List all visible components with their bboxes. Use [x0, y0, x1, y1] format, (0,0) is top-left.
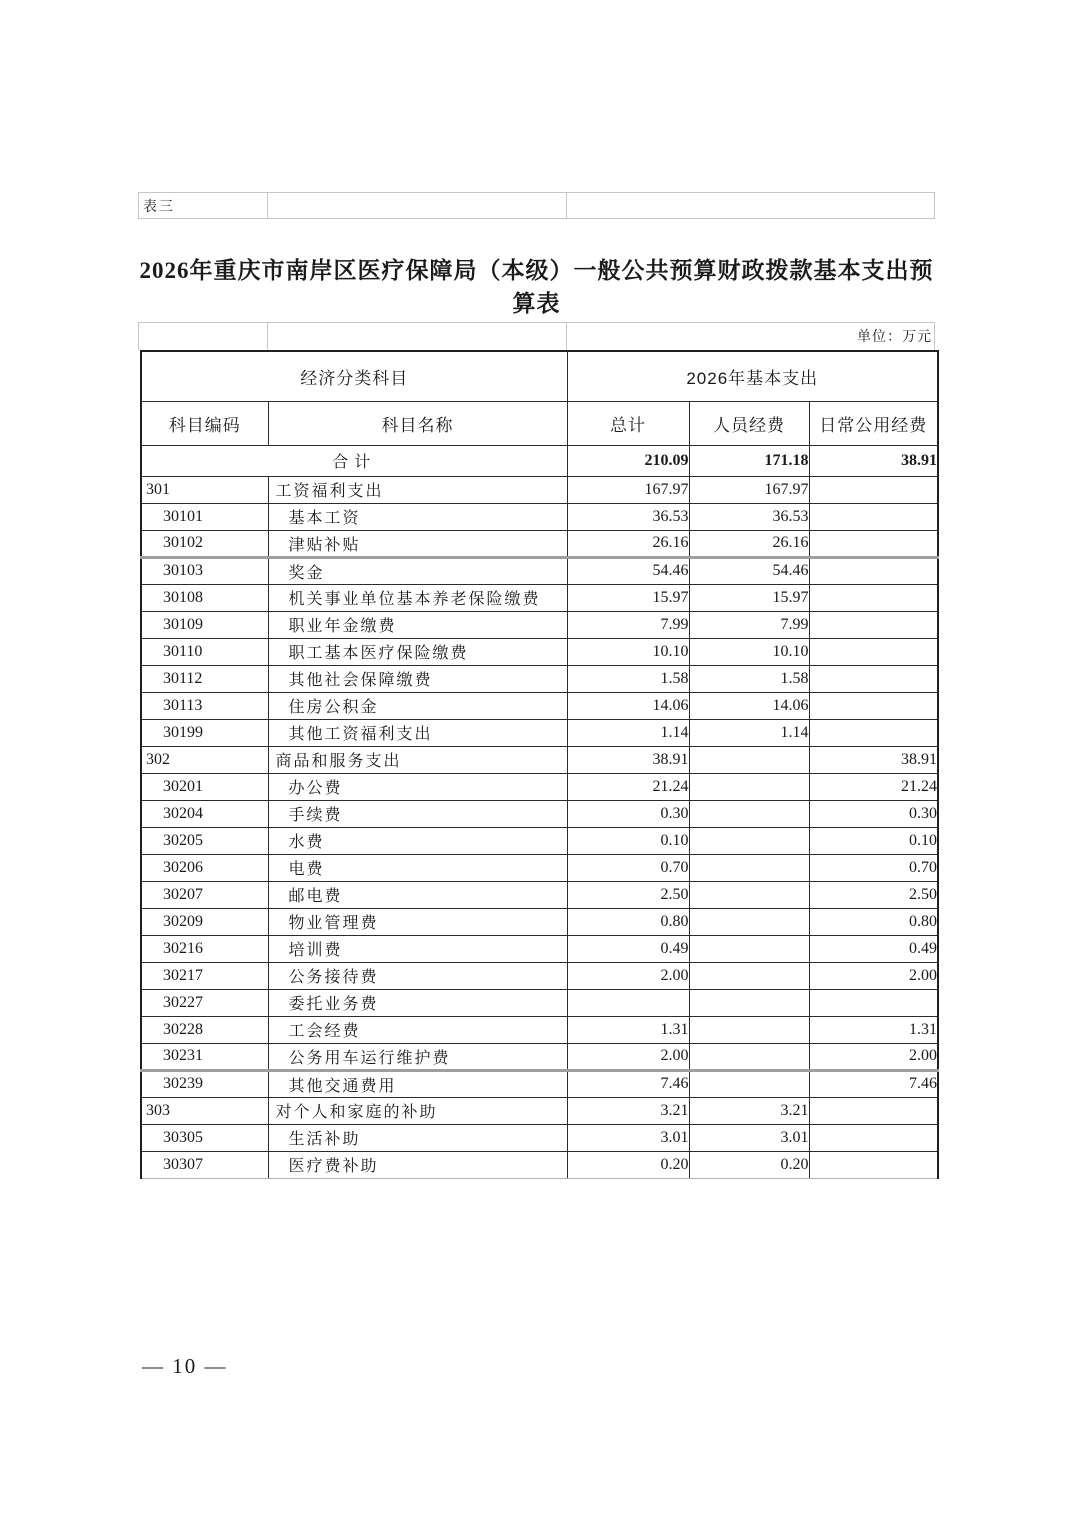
cell-daily-public-funds: [809, 665, 938, 692]
cell-total: 0.10: [567, 827, 689, 854]
cell-subject-name: 职业年金缴费: [268, 611, 567, 638]
cell-subject-code: 30199: [141, 719, 268, 746]
guide-line: [138, 192, 935, 193]
header-group-row: [141, 351, 938, 401]
table-row: [141, 800, 938, 827]
cell-total: 1.14: [567, 719, 689, 746]
cell-subject-name: 物业管理费: [268, 908, 567, 935]
table-row: [141, 611, 938, 638]
cell-personnel-funds: 54.46: [689, 557, 809, 584]
cell-subject-name: 对个人和家庭的补助: [268, 1097, 567, 1124]
cell-daily-public-funds: 0.80: [809, 908, 938, 935]
cell-subject-code: 30112: [141, 665, 268, 692]
cell-personnel-funds: 36.53: [689, 503, 809, 530]
guide-line: [934, 192, 935, 218]
cell-subject-name: 办公费: [268, 773, 567, 800]
cell-personnel-funds: 1.14: [689, 719, 809, 746]
cell-daily-public-funds: [809, 692, 938, 719]
cell-total: 0.70: [567, 854, 689, 881]
cell-personnel-funds: 14.06: [689, 692, 809, 719]
table-body: [141, 445, 938, 1178]
cell-daily-public-funds: [809, 638, 938, 665]
cell-subject-code: 30103: [141, 557, 268, 584]
cell-daily-public-funds: 1.31: [809, 1016, 938, 1043]
table-row: [141, 1043, 938, 1070]
page-number: — 10 —: [142, 1354, 228, 1378]
table-row: [141, 935, 938, 962]
cell-subject-name: 职工基本医疗保险缴费: [268, 638, 567, 665]
cell-personnel-funds: [689, 1016, 809, 1043]
cell-subject-code: 302: [141, 746, 268, 773]
cell-subject-code: 30228: [141, 1016, 268, 1043]
cell-personnel-funds: [689, 962, 809, 989]
guide-line: [138, 322, 935, 323]
cell-subject-name: 商品和服务支出: [268, 746, 567, 773]
cell-daily-public-funds: 21.24: [809, 773, 938, 800]
cell-subject-name: 生活补助: [268, 1124, 567, 1151]
cell-personnel-funds: 1.58: [689, 665, 809, 692]
cell-subject-code: 30227: [141, 989, 268, 1016]
cell-personnel-funds: 3.01: [689, 1124, 809, 1151]
table-row: [141, 692, 938, 719]
header-basic-expenditure: 2026年基本支出: [567, 351, 938, 401]
table-row: [141, 719, 938, 746]
table-row: [141, 445, 938, 476]
cell-total: 2.00: [567, 1043, 689, 1070]
cell-total: 167.97: [567, 476, 689, 503]
cell-daily-public-funds: 38.91: [809, 445, 938, 476]
cell-subject-code: 30217: [141, 962, 268, 989]
cell-daily-public-funds: [809, 530, 938, 557]
table-row: [141, 1097, 938, 1124]
cell-total: 1.58: [567, 665, 689, 692]
cell-personnel-funds: 167.97: [689, 476, 809, 503]
guide-line: [138, 192, 139, 218]
cell-subject-code: 30109: [141, 611, 268, 638]
table-row: [141, 908, 938, 935]
cell-subject-code: 30205: [141, 827, 268, 854]
cell-daily-public-funds: 2.00: [809, 1043, 938, 1070]
cell-subject-name: 其他工资福利支出: [268, 719, 567, 746]
header-daily-public-funds: 日常公用经费: [809, 401, 938, 445]
cell-total: 7.99: [567, 611, 689, 638]
cell-subject-code: 30110: [141, 638, 268, 665]
table-row: [141, 503, 938, 530]
cell-personnel-funds: [689, 800, 809, 827]
cell-total: 7.46: [567, 1070, 689, 1097]
table-row: [141, 746, 938, 773]
cell-total: 0.49: [567, 935, 689, 962]
cell-personnel-funds: 3.21: [689, 1097, 809, 1124]
cell-daily-public-funds: [809, 584, 938, 611]
cell-personnel-funds: [689, 746, 809, 773]
cell-subject-code: 30206: [141, 854, 268, 881]
header-subject-name: 科目名称: [268, 401, 567, 445]
cell-daily-public-funds: [809, 476, 938, 503]
cell-subject-name: 其他社会保障缴费: [268, 665, 567, 692]
cell-total: 0.20: [567, 1151, 689, 1178]
cell-subject-name: 公务用车运行维护费: [268, 1043, 567, 1070]
cell-subject-name: 津贴补贴: [268, 530, 567, 557]
cell-subject-code: 30204: [141, 800, 268, 827]
cell-personnel-funds: 15.97: [689, 584, 809, 611]
cell-total: 3.21: [567, 1097, 689, 1124]
cell-daily-public-funds: 2.50: [809, 881, 938, 908]
cell-subject-name: 其他交通费用: [268, 1070, 567, 1097]
cell-subject-code: 30102: [141, 530, 268, 557]
cell-personnel-funds: [689, 908, 809, 935]
header-personnel-funds: 人员经费: [689, 401, 809, 445]
cell-total: 0.80: [567, 908, 689, 935]
cell-subject-code: 30101: [141, 503, 268, 530]
table-row: [141, 557, 938, 584]
table-row: [141, 584, 938, 611]
cell-daily-public-funds: [809, 1124, 938, 1151]
cell-personnel-funds: [689, 773, 809, 800]
cell-subject-name: 水费: [268, 827, 567, 854]
cell-subject-code: 30113: [141, 692, 268, 719]
cell-personnel-funds: [689, 989, 809, 1016]
cell-subject-name: 合计: [141, 445, 567, 476]
guide-line: [934, 322, 935, 350]
cell-personnel-funds: 10.10: [689, 638, 809, 665]
cell-subject-code: 30207: [141, 881, 268, 908]
cell-subject-name: 电费: [268, 854, 567, 881]
table-row: [141, 1151, 938, 1178]
cell-daily-public-funds: 0.70: [809, 854, 938, 881]
cell-total: 54.46: [567, 557, 689, 584]
cell-daily-public-funds: [809, 1151, 938, 1178]
header-total: 总计: [567, 401, 689, 445]
table-row: [141, 530, 938, 557]
cell-subject-name: 医疗费补助: [268, 1151, 567, 1178]
table-row: [141, 476, 938, 503]
cell-daily-public-funds: [809, 503, 938, 530]
guide-line: [566, 192, 567, 218]
cell-daily-public-funds: 7.46: [809, 1070, 938, 1097]
cell-subject-name: 工会经费: [268, 1016, 567, 1043]
cell-subject-name: 委托业务费: [268, 989, 567, 1016]
table-row: [141, 854, 938, 881]
cell-total: 1.31: [567, 1016, 689, 1043]
cell-daily-public-funds: 2.00: [809, 962, 938, 989]
cell-daily-public-funds: [809, 1097, 938, 1124]
cell-total: 15.97: [567, 584, 689, 611]
cell-daily-public-funds: 0.30: [809, 800, 938, 827]
cell-subject-code: 30108: [141, 584, 268, 611]
cell-total: 210.09: [567, 445, 689, 476]
cell-daily-public-funds: 0.10: [809, 827, 938, 854]
budget-table: [140, 350, 939, 1179]
table-row: [141, 989, 938, 1016]
table-row: [141, 1070, 938, 1097]
cell-subject-name: 奖金: [268, 557, 567, 584]
cell-personnel-funds: 0.20: [689, 1151, 809, 1178]
cell-daily-public-funds: [809, 557, 938, 584]
cell-subject-name: 工资福利支出: [268, 476, 567, 503]
cell-total: 0.30: [567, 800, 689, 827]
cell-subject-code: 303: [141, 1097, 268, 1124]
cell-total: 2.00: [567, 962, 689, 989]
guide-line: [138, 218, 935, 219]
header-columns-row: [141, 401, 938, 445]
cell-personnel-funds: [689, 854, 809, 881]
cell-subject-name: 手续费: [268, 800, 567, 827]
cell-subject-name: 培训费: [268, 935, 567, 962]
cell-subject-code: 30201: [141, 773, 268, 800]
cell-subject-code: 30307: [141, 1151, 268, 1178]
cell-subject-name: 机关事业单位基本养老保险缴费: [268, 584, 567, 611]
cell-total: 3.01: [567, 1124, 689, 1151]
cell-total: 38.91: [567, 746, 689, 773]
cell-personnel-funds: [689, 881, 809, 908]
header-economic-classification: 经济分类科目: [141, 351, 567, 401]
cell-daily-public-funds: [809, 611, 938, 638]
cell-total: 10.10: [567, 638, 689, 665]
table-row: [141, 827, 938, 854]
cell-daily-public-funds: 0.49: [809, 935, 938, 962]
page-title: 2026年重庆市南岸区医疗保障局（本级）一般公共预算财政拨款基本支出预算表: [139, 258, 934, 316]
cell-personnel-funds: 7.99: [689, 611, 809, 638]
cell-total: 21.24: [567, 773, 689, 800]
cell-subject-name: 邮电费: [268, 881, 567, 908]
cell-personnel-funds: [689, 827, 809, 854]
cell-total: 36.53: [567, 503, 689, 530]
cell-personnel-funds: 26.16: [689, 530, 809, 557]
cell-total: [567, 989, 689, 1016]
cell-personnel-funds: [689, 935, 809, 962]
guide-line: [267, 192, 268, 218]
cell-subject-code: 301: [141, 476, 268, 503]
cell-subject-code: 30216: [141, 935, 268, 962]
table-row: [141, 1016, 938, 1043]
cell-personnel-funds: [689, 1070, 809, 1097]
cell-daily-public-funds: [809, 719, 938, 746]
cell-personnel-funds: 171.18: [689, 445, 809, 476]
table-row: [141, 1124, 938, 1151]
cell-subject-code: 30239: [141, 1070, 268, 1097]
cell-total: 26.16: [567, 530, 689, 557]
table-row: [141, 962, 938, 989]
table-row: [141, 773, 938, 800]
header-subject-code: 科目编码: [141, 401, 268, 445]
table-row: [141, 638, 938, 665]
cell-subject-name: 公务接待费: [268, 962, 567, 989]
table-row: [141, 881, 938, 908]
cell-subject-name: 基本工资: [268, 503, 567, 530]
cell-daily-public-funds: 38.91: [809, 746, 938, 773]
table-header: [141, 351, 938, 445]
table-row: [141, 665, 938, 692]
cell-subject-name: 住房公积金: [268, 692, 567, 719]
cell-subject-code: 30209: [141, 908, 268, 935]
cell-subject-code: 30231: [141, 1043, 268, 1070]
unit-note: 单位：万元: [857, 330, 932, 345]
table-number-label: 表三: [143, 200, 175, 215]
cell-total: 14.06: [567, 692, 689, 719]
cell-subject-code: 30305: [141, 1124, 268, 1151]
cell-personnel-funds: [689, 1043, 809, 1070]
cell-daily-public-funds: [809, 989, 938, 1016]
cell-total: 2.50: [567, 881, 689, 908]
